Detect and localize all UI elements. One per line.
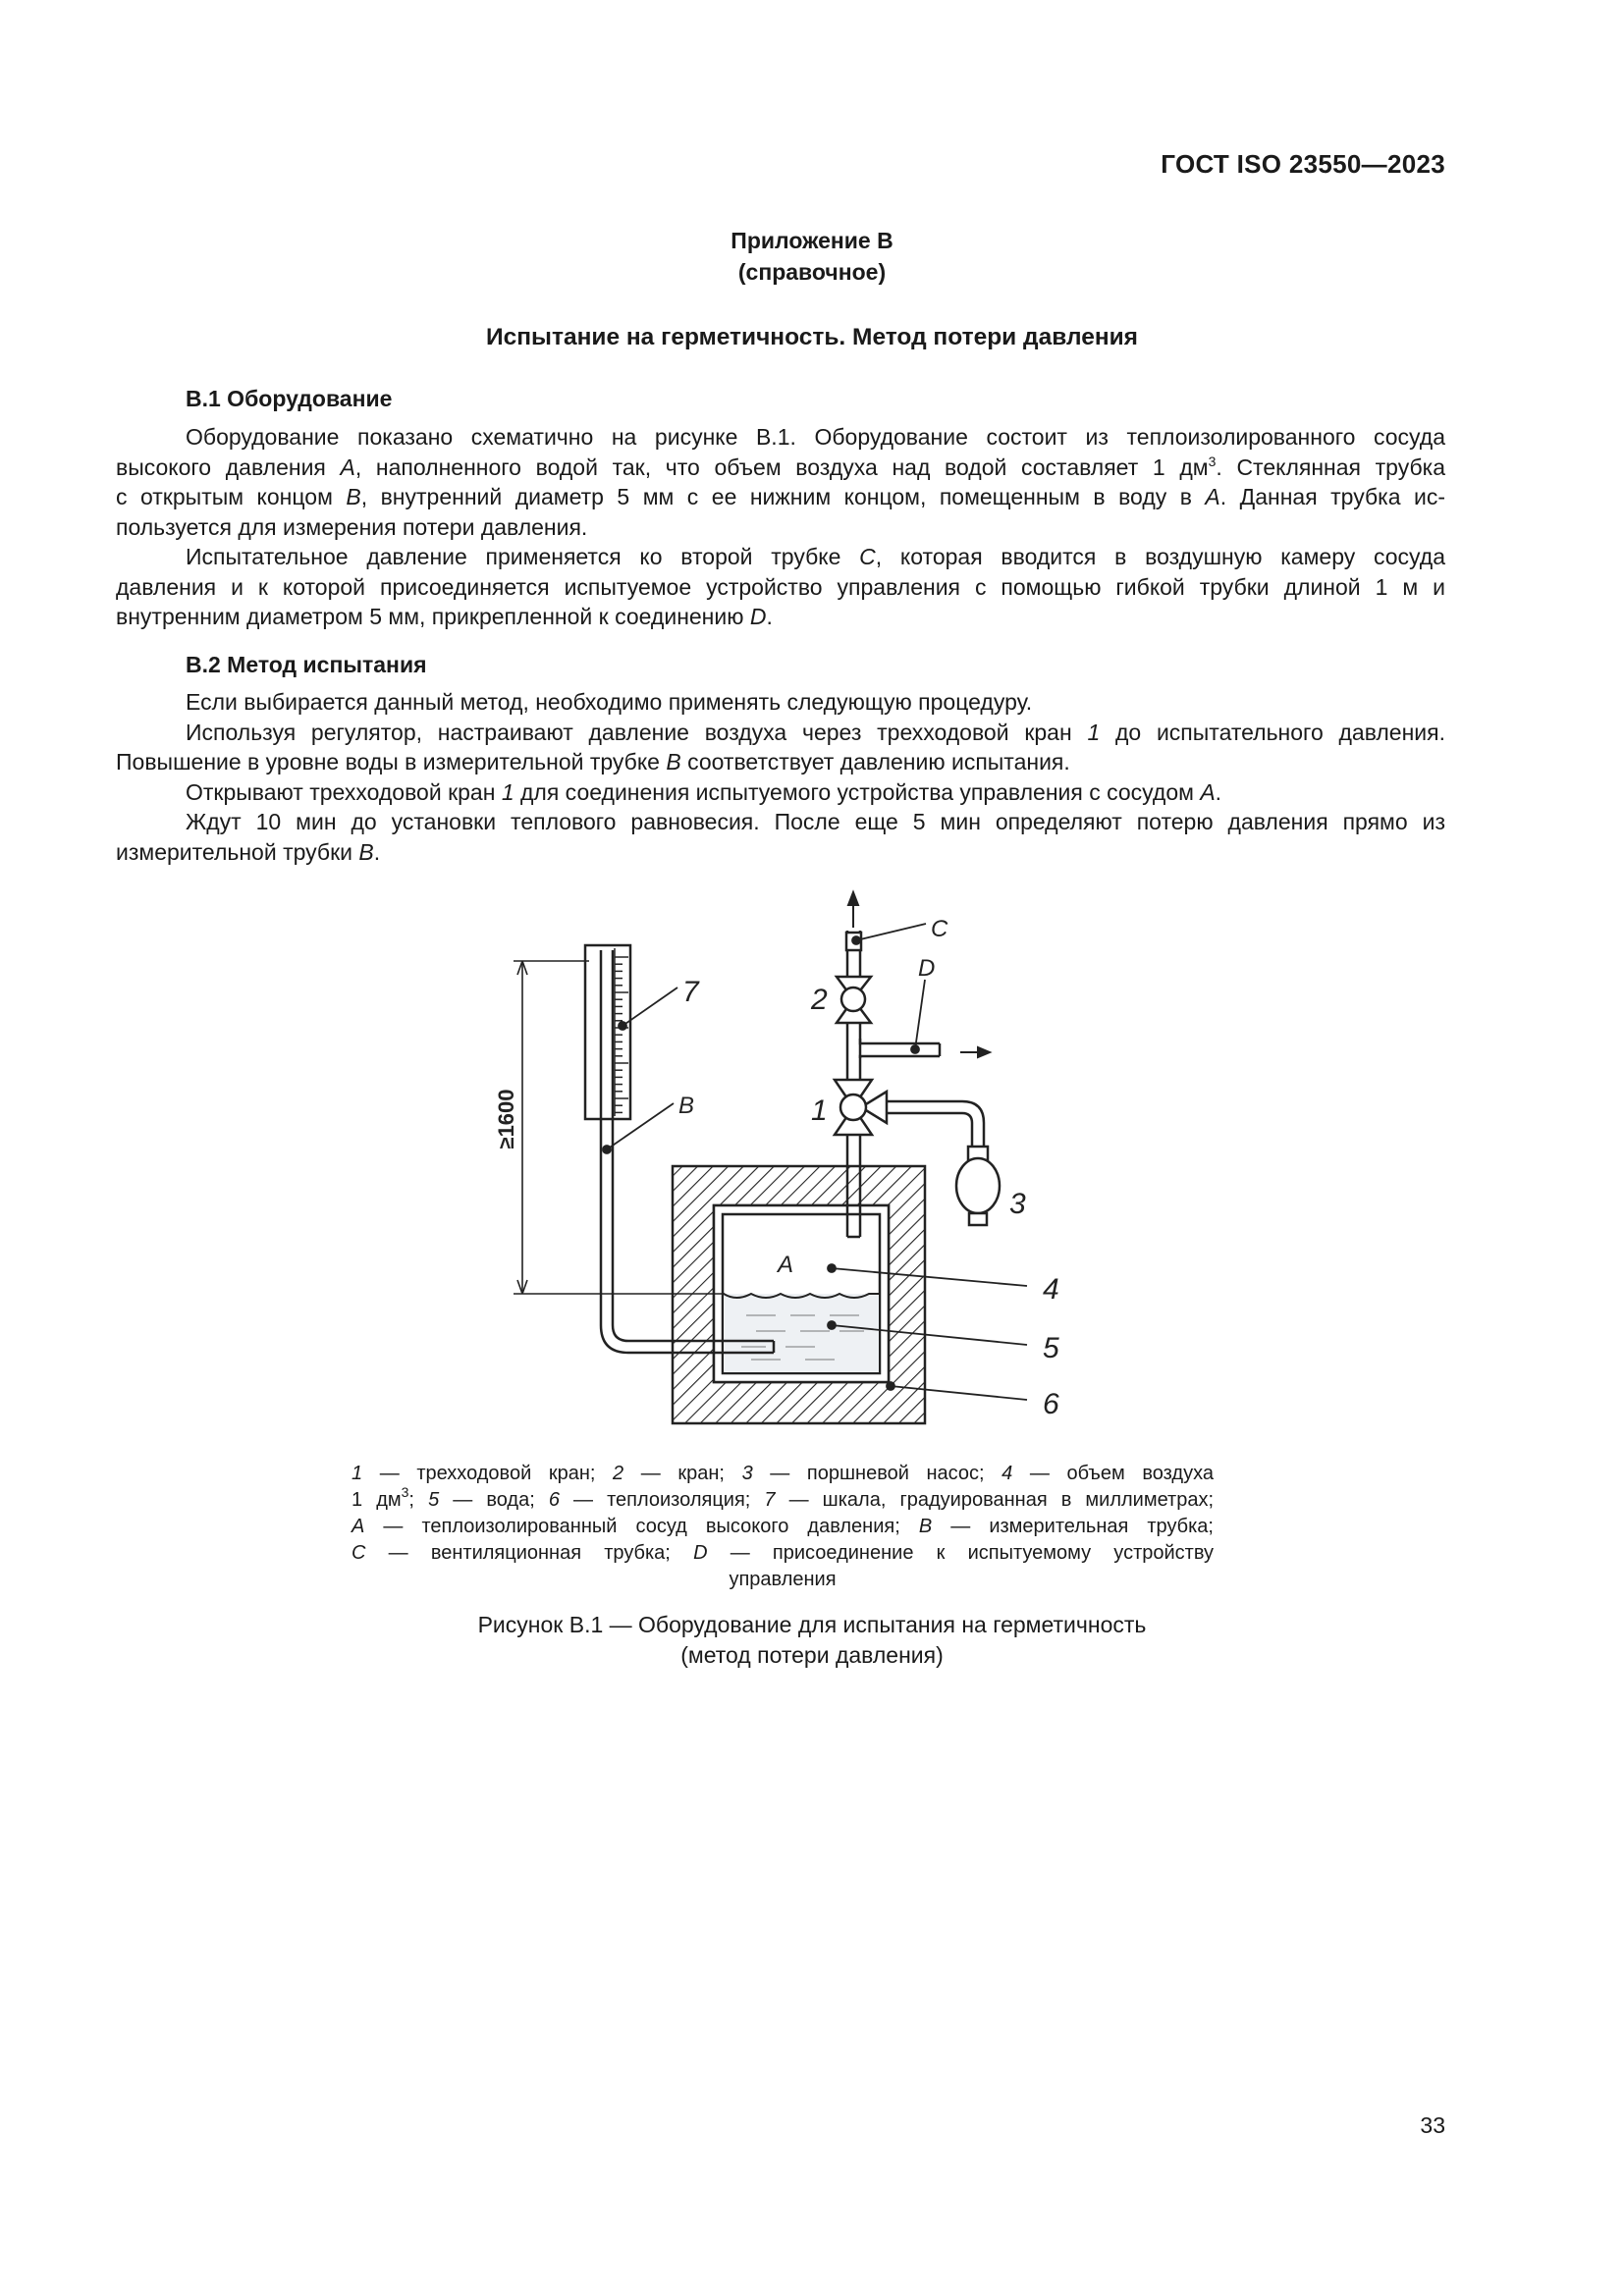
annex-status: (справочное) xyxy=(737,259,887,285)
text-line: внутренним диаметром 5 мм, прикрепленной к соединению D. xyxy=(116,604,773,629)
legend-line: C — вентиляционная трубка; D — присоединение к испытуемому устройству xyxy=(352,1542,1215,1564)
figure-caption xyxy=(0,1610,1624,1671)
text-line: измерительной трубки B. xyxy=(116,838,381,865)
label-7: 7 xyxy=(682,976,699,1008)
section-b2-heading: B.2 Метод испытания xyxy=(186,652,427,677)
connection-d xyxy=(860,1039,940,1058)
caption-line: (метод потери давления) xyxy=(680,1642,944,1668)
outlet-arrow xyxy=(960,1047,990,1057)
text-line: Ждут 10 мин до установки теплового равновесия. После еще 5 мин определяют потерю давления прямо из xyxy=(186,809,1445,834)
standard-code: ГОСТ ISO 23550—2023 xyxy=(1161,149,1445,179)
text-line: давления и к которой присоединяется испытуемое устройство управления с помощью гибкой трубки длиной 1 м и xyxy=(116,573,1445,600)
main-title: Испытание на герметичность. Метод потери давления xyxy=(486,324,1138,350)
pump-pipe xyxy=(887,1101,984,1148)
annex-title: Приложение B xyxy=(731,228,893,253)
legend-line: 1 — трехходовой кран; 2 — кран; 3 — поршневой насос; 4 — объем воздуха xyxy=(352,1463,1214,1484)
three-way-valve xyxy=(835,1080,887,1135)
page-number: 33 xyxy=(1420,2112,1445,2138)
label-c: C xyxy=(931,916,948,942)
label-4: 4 xyxy=(1043,1273,1059,1306)
label-2: 2 xyxy=(811,984,828,1016)
label-d: D xyxy=(918,955,936,982)
text-line: пользуется для измерения потери давления. xyxy=(116,513,588,540)
text-line: высокого давления A, наполненного водой так, что объем воздуха над водой составляет 1 $дм^3$. Стеклянная трубка xyxy=(116,453,1445,480)
label-3: 3 xyxy=(1009,1188,1026,1220)
label-5: 5 xyxy=(1043,1332,1059,1364)
text-line: Оборудование показано схематично на рисунке B.1. Оборудование состоит из теплоизолированного сосуда xyxy=(186,424,1445,450)
text-line: Повышение в уровне воды в измерительной трубке B соответствует давлению испытания. xyxy=(116,749,1070,774)
label-a: A xyxy=(778,1252,794,1278)
caption-line: Рисунок B.1 — Оборудование для испытания на герметичность xyxy=(477,1612,1147,1637)
valve-2 xyxy=(837,977,871,1023)
figure-legend xyxy=(352,1461,1214,1593)
text-line: с открытым концом B, внутренний диаметр 5 мм с ее нижним концом, помещенным в воду в A. Данная трубка ис- xyxy=(116,484,1445,509)
legend-line: управления xyxy=(729,1569,837,1590)
label-b: B xyxy=(678,1093,695,1119)
label-1: 1 xyxy=(811,1095,828,1127)
water xyxy=(724,1294,879,1372)
text-line: Если выбирается данный метод, необходимо применять следующую процедуру. xyxy=(186,689,1033,715)
legend-line: A — теплоизолированный сосуд высокого давления; B — измерительная трубка; xyxy=(352,1516,1214,1537)
label-6: 6 xyxy=(1043,1388,1059,1420)
piston-pump xyxy=(956,1147,1000,1225)
text-line: Открывают трехходовой кран 1 для соединения испытуемого устройства управления с сосудом A. xyxy=(186,778,1222,805)
text-line: Испытательное давление применяется ко второй трубке C, которая вводится в воздушную камеру сосуда xyxy=(186,544,1445,569)
legend-line: 1 $дм^3$; 5 — вода; 6 — теплоизоляция; 7 — шкала, градуированная в миллиметрах; xyxy=(352,1484,1215,1511)
graduated-scale xyxy=(585,945,630,1119)
text-line: Используя регулятор, настраивают давление воздуха через трехходовой кран 1 до испытательного давления. xyxy=(186,719,1445,745)
vent-arrow xyxy=(848,892,858,928)
dimension-label: ≥1600 xyxy=(494,1089,518,1149)
section-b1-heading: B.1 Оборудование xyxy=(186,386,393,411)
